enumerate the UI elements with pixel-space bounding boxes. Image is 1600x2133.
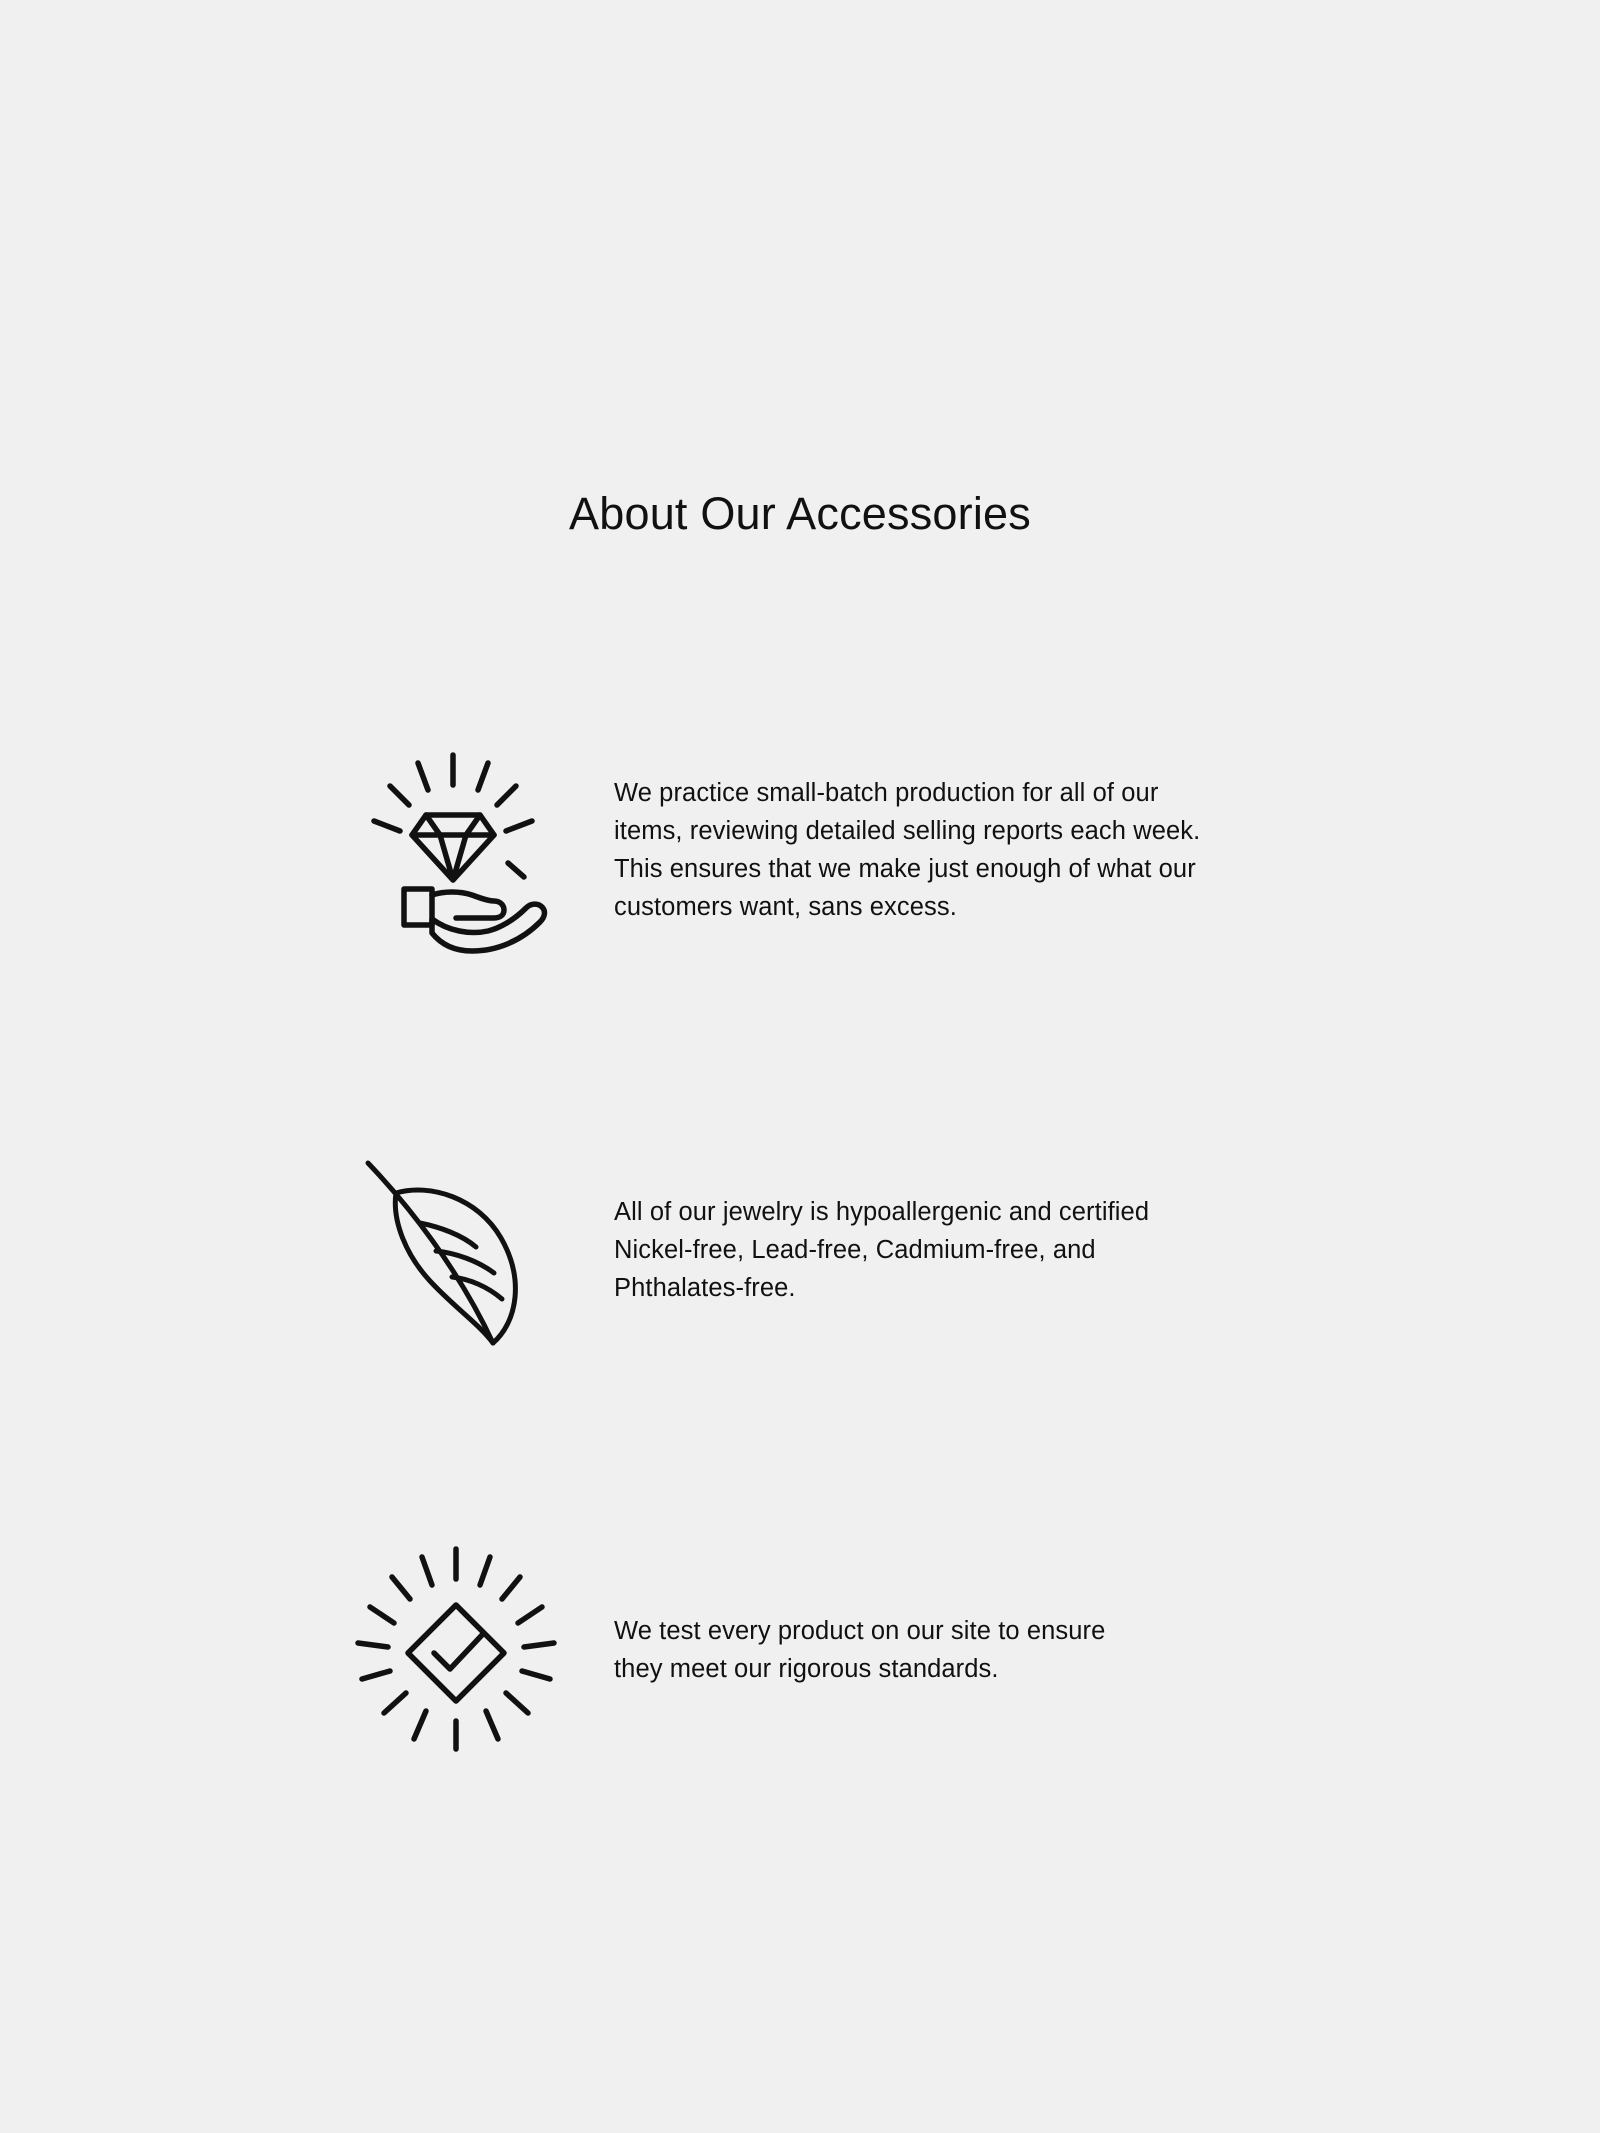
list-item — [340, 1050, 1240, 1450]
list-item-label: We test every product on our site to ensure they meet our rigorous standards. — [614, 1617, 1106, 1683]
feature-list — [0, 650, 1600, 1850]
list-item — [340, 650, 1240, 1050]
page-title: About Our Accessories — [569, 488, 1031, 539]
shining-checkmark-icon — [340, 1525, 570, 1775]
feather-icon — [340, 1125, 570, 1375]
list-item — [340, 1450, 1240, 1850]
list-item-label: We practice small-batch production for all of our items, reviewing detailed selling reports each week. This ensures that we make just enough of what our customers want, sans excess. — [614, 779, 1201, 921]
diamond-in-hand-icon — [340, 725, 570, 975]
list-item-label: All of our jewelry is hypoallergenic and certified Nickel-free, Lead-free, Cadmium-free, and Phthalates-free. — [614, 1198, 1150, 1302]
